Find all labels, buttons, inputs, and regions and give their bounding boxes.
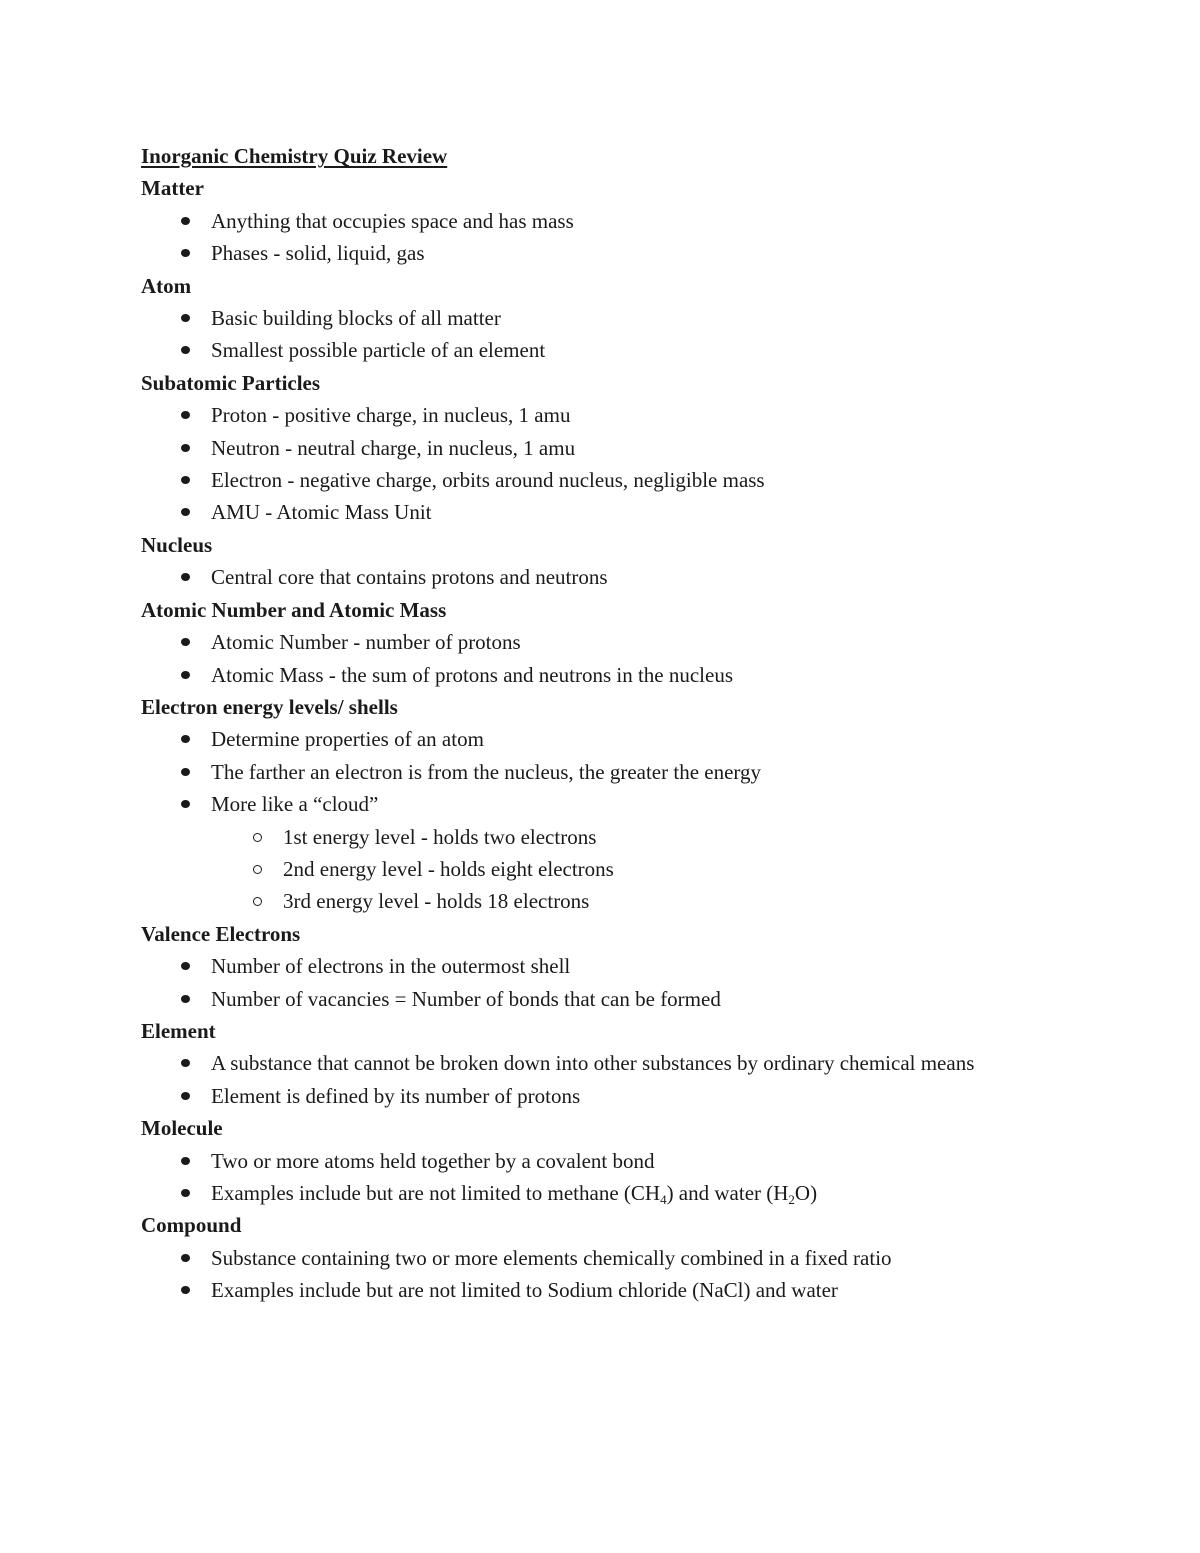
list-item: A substance that cannot be broken down into other substances by ordinary chemical means — [141, 1047, 1041, 1079]
list-item: Central core that contains protons and neutrons — [141, 561, 1041, 593]
hollow-bullet-icon — [253, 897, 262, 906]
bullet-icon — [181, 1059, 190, 1067]
list-item-formula: Examples include but are not limited to methane $(CH_4)$ and water $(H_2O)$ — [141, 1177, 1041, 1209]
list-item: Two or more atoms held together by a covalent bond — [141, 1145, 1041, 1177]
section-heading-atom: Atom — [141, 273, 192, 298]
list-item: Proton - positive charge, in nucleus, 1 amu — [141, 399, 1041, 431]
subatomic-particles-list — [141, 399, 1041, 529]
bullet-icon — [181, 800, 190, 808]
subscript: 2 — [788, 1192, 795, 1207]
section-heading-element: Element — [141, 1018, 216, 1043]
list-item: Electron - negative charge, orbits around nucleus, negligible mass — [141, 464, 1041, 496]
bullet-icon — [181, 962, 190, 970]
bullet-icon — [181, 217, 190, 225]
section-heading-subatomic-particles: Subatomic Particles — [141, 370, 321, 395]
list-item: Basic building blocks of all matter — [141, 302, 1041, 334]
bullet-icon — [181, 768, 190, 776]
bullet-icon — [181, 995, 190, 1003]
list-item: Number of electrons in the outermost shell — [141, 950, 1041, 982]
nucleus-list — [141, 561, 1041, 593]
section-heading-molecule: Molecule — [141, 1116, 223, 1141]
list-item: Phases - solid, liquid, gas — [141, 237, 1041, 269]
hollow-bullet-icon — [253, 865, 262, 874]
section-heading-atomic-number-mass: Atomic Number and Atomic Mass — [141, 597, 447, 622]
hollow-bullet-icon — [253, 833, 262, 842]
list-item: Determine properties of an atom — [141, 723, 1041, 755]
list-item: AMU - Atomic Mass Unit — [141, 496, 1041, 528]
list-item: Element is defined by its number of protons — [141, 1080, 1041, 1112]
sublist-item: 2nd energy level - holds eight electrons — [141, 853, 1041, 885]
list-item: Neutron - neutral charge, in nucleus, 1 amu — [141, 432, 1041, 464]
list-item: Atomic Mass - the sum of protons and neutrons in the nucleus — [141, 659, 1041, 691]
bullet-icon — [181, 476, 190, 484]
bullet-icon — [181, 1157, 190, 1165]
section-heading-compound: Compound — [141, 1213, 242, 1238]
atom-list — [141, 302, 1041, 367]
section-heading-electron-energy-levels: Electron energy levels/ shells — [141, 694, 398, 719]
section-heading-matter: Matter — [141, 176, 204, 201]
list-item: The farther an electron is from the nucleus, the greater the energy — [141, 756, 1041, 788]
bullet-icon — [181, 1254, 190, 1262]
bullet-icon — [181, 1092, 190, 1100]
section-heading-valence-electrons: Valence Electrons — [141, 921, 301, 946]
bullet-icon — [181, 1286, 190, 1294]
list-item: Number of vacancies = Number of bonds that can be formed — [141, 983, 1041, 1015]
molecule-list — [141, 1145, 1041, 1210]
sublist-item: 3rd energy level - holds 18 electrons — [141, 885, 1041, 917]
bullet-icon — [181, 735, 190, 743]
atomic-number-mass-list — [141, 626, 1041, 691]
list-item: Smallest possible particle of an element — [141, 334, 1041, 366]
valence-electrons-list — [141, 950, 1041, 1015]
bullet-icon — [181, 444, 190, 452]
bullet-icon — [181, 249, 190, 257]
bullet-icon — [181, 1189, 190, 1197]
list-item: Atomic Number - number of protons — [141, 626, 1041, 658]
section-heading-nucleus: Nucleus — [141, 532, 213, 557]
document-title: Inorganic Chemistry Quiz Review — [141, 144, 448, 168]
bullet-icon — [181, 346, 190, 354]
bullet-icon — [181, 671, 190, 679]
electron-energy-levels-list — [141, 723, 1041, 917]
list-item: Examples include but are not limited to Sodium chloride (NaCl) and water — [141, 1274, 1041, 1306]
list-item: Anything that occupies space and has mass — [141, 205, 1041, 237]
bullet-icon — [181, 508, 190, 516]
bullet-icon — [181, 314, 190, 322]
matter-list — [141, 205, 1041, 270]
sublist-item: 1st energy level - holds two electrons — [141, 821, 1041, 853]
list-item: Substance containing two or more elements chemically combined in a fixed ratio — [141, 1242, 1041, 1274]
element-list — [141, 1047, 1041, 1112]
bullet-icon — [181, 573, 190, 581]
bullet-icon — [181, 638, 190, 646]
bullet-icon — [181, 411, 190, 419]
list-item: More like a “cloud” 1st energy level - holds two electrons 2nd energy level - holds eight electrons 3rd energy level - holds 18 electrons — [141, 788, 1041, 918]
compound-list — [141, 1242, 1041, 1307]
document-page — [141, 140, 1041, 1307]
subscript: 4 — [660, 1192, 667, 1207]
energy-level-sublist — [211, 821, 1041, 918]
